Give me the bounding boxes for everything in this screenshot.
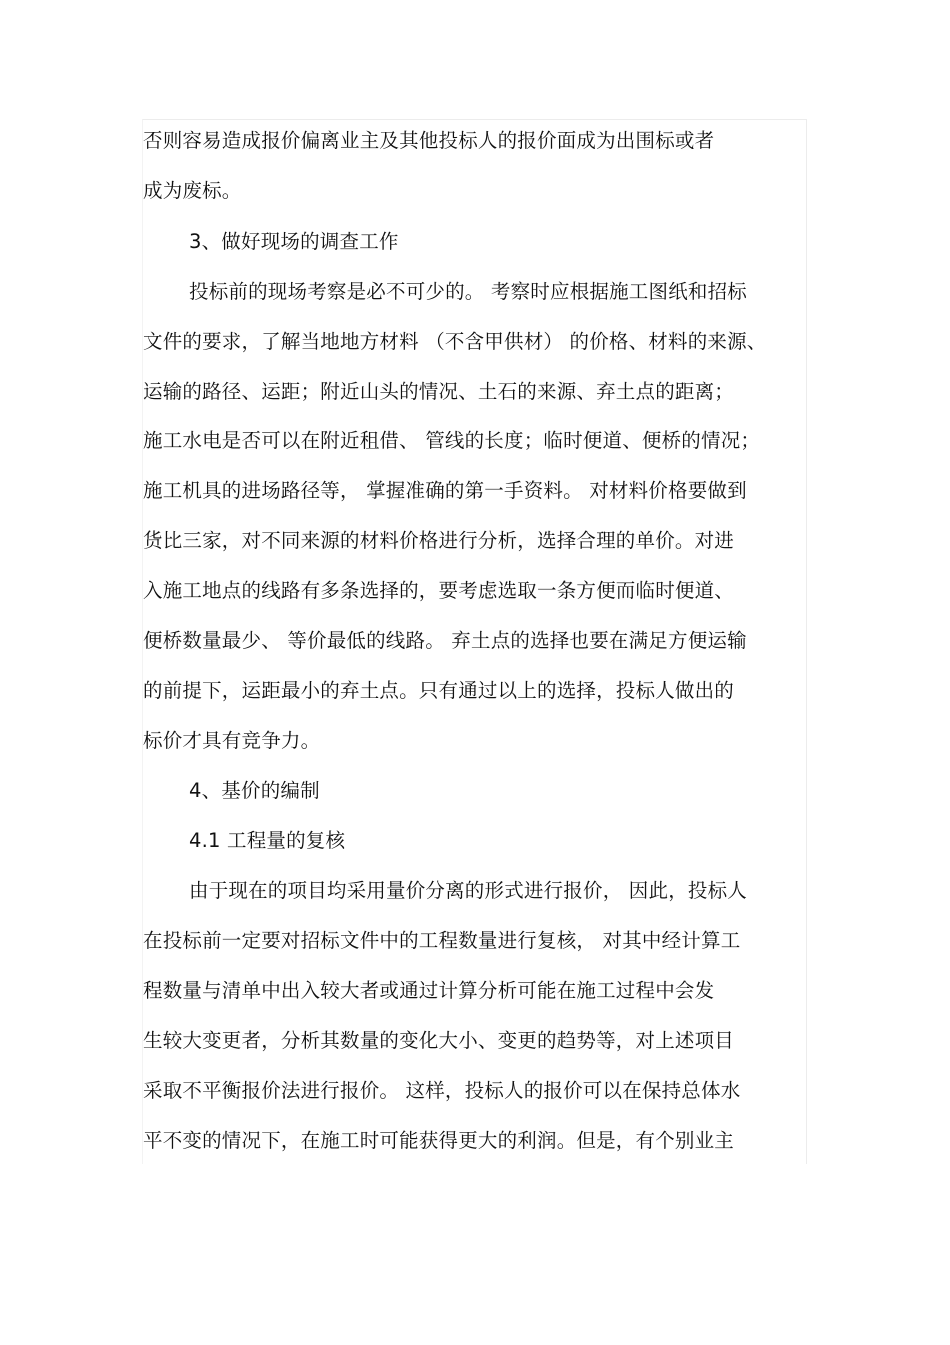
subsection-heading-4-1: 4.1 工程量的复核 (189, 829, 346, 852)
body-text-line: 在投标前一定要对招标文件中的工程数量进行复核， 对其中经计算工 (143, 929, 741, 952)
body-text-line: 标价才具有竞争力。 (143, 729, 321, 752)
body-text-line: 的前提下，运距最小的弃土点。只有通过以上的选择，投标人做出的 (143, 679, 735, 702)
body-text-line: 施工水电是否可以在附近租借、 管线的长度；临时便道、便桥的情况； (143, 429, 761, 452)
body-text-line: 运输的路径、运距；附近山头的情况、土石的来源、弃土点的距离； (143, 380, 735, 403)
body-text-line: 否则容易造成报价偏离业主及其他投标人的报价面成为出围标或者 (143, 129, 715, 152)
section-heading-3: 3、做好现场的调查工作 (189, 230, 399, 253)
body-text-line: 采取不平衡报价法进行报价。 这样，投标人的报价可以在保持总体水 (143, 1079, 741, 1102)
body-text-line: 入施工地点的线路有多条选择的，要考虑选取一条方便而临时便道、 (143, 579, 735, 602)
body-text-line: 生较大变更者，分析其数量的变化大小、变更的趋势等，对上述项目 (143, 1029, 735, 1052)
body-text-line: 平不变的情况下，在施工时可能获得更大的利润。但是，有个别业主 (143, 1129, 735, 1152)
paragraph-start: 由于现在的项目均采用量价分离的形式进行报价， 因此，投标人 (189, 879, 747, 902)
body-text-line: 便桥数量最少、 等价最低的线路。 弃土点的选择也要在满足方便运输 (143, 629, 747, 652)
body-text-line: 程数量与清单中出入较大者或通过计算分析可能在施工过程中会发 (143, 979, 715, 1002)
paragraph-start: 投标前的现场考察是必不可少的。 考察时应根据施工图纸和招标 (189, 280, 747, 303)
body-text-line: 施工机具的进场路径等， 掌握准确的第一手资料。 对材料价格要做到 (143, 479, 747, 502)
body-text-line: 文件的要求，了解当地地方材料 （不含甲供材） 的价格、材料的来源、 (143, 330, 767, 353)
body-text-line: 成为废标。 (143, 179, 242, 202)
body-text-line: 货比三家，对不同来源的材料价格进行分析，选择合理的单价。对进 (143, 529, 735, 552)
section-heading-4: 4、基价的编制 (189, 779, 320, 802)
